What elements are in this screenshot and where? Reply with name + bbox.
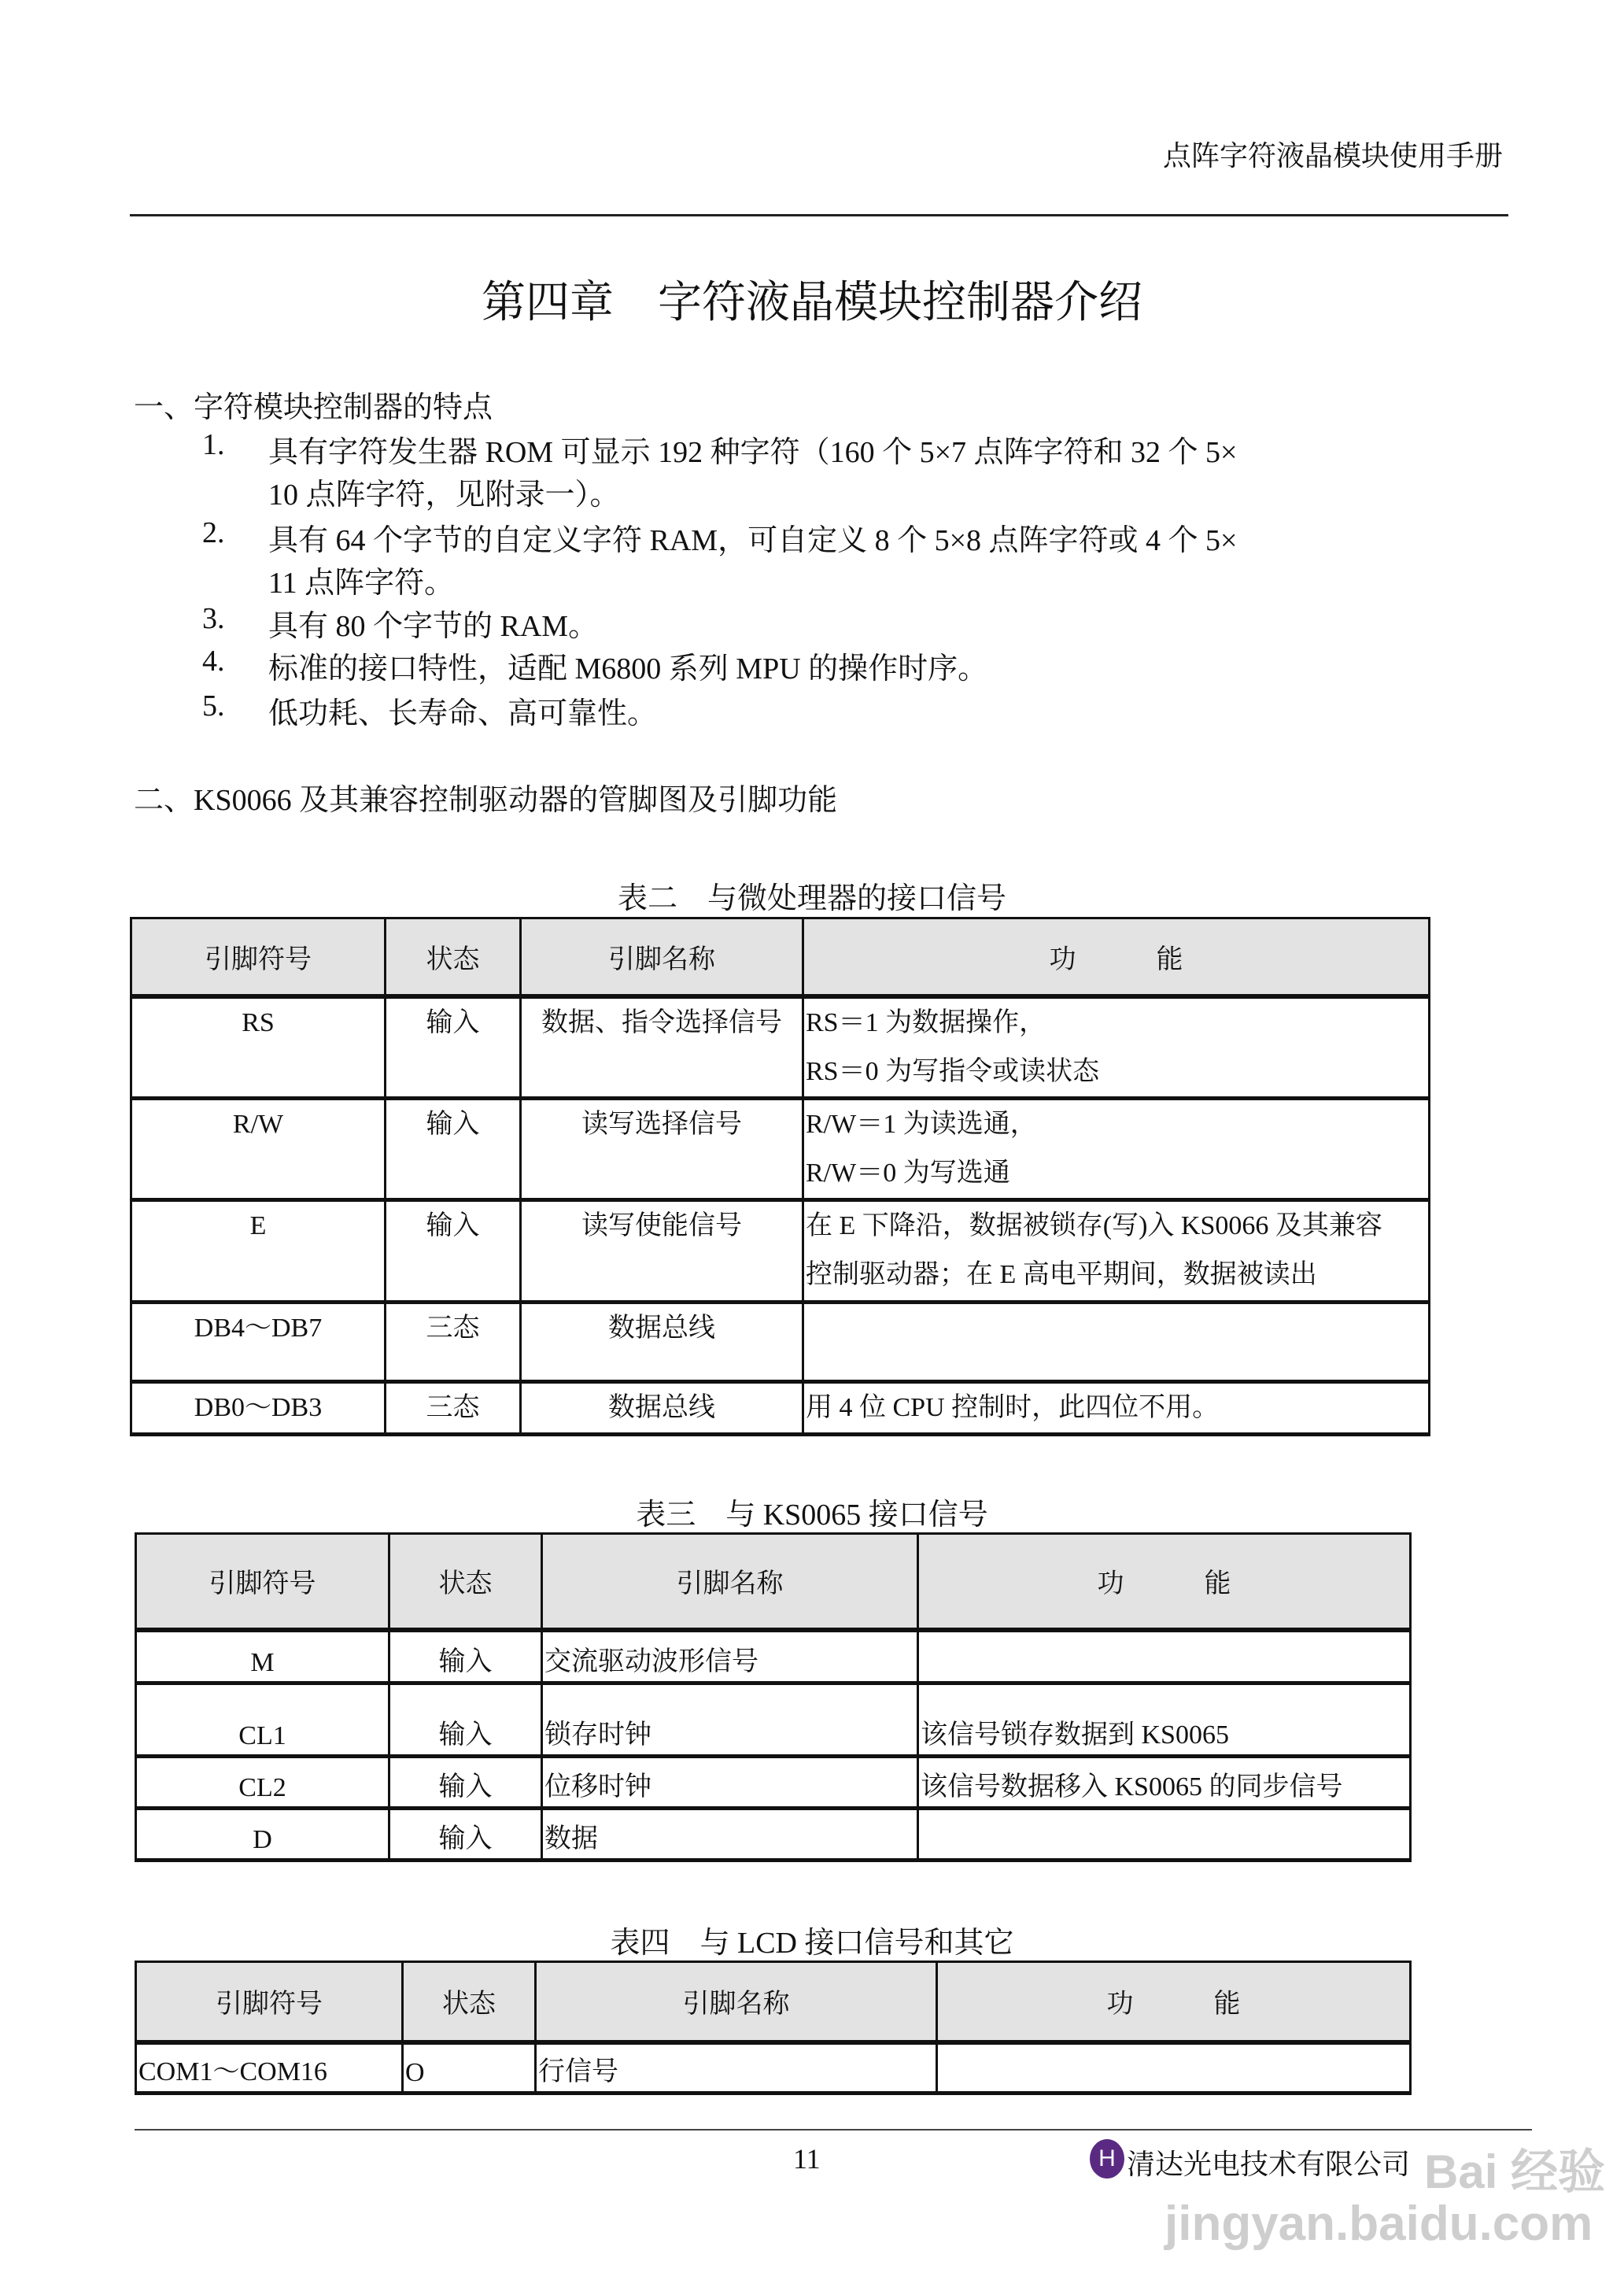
pin-function [803,1302,1430,1381]
pin-state [386,996,521,1099]
col-header-name: 引脚名称 [542,1534,918,1630]
list-item-number: 4. [202,645,225,678]
table-row [131,1302,1430,1381]
pin-state [386,1199,521,1302]
pin-name [521,1199,803,1302]
pin-symbol [131,1199,386,1302]
pin-name: 行信号 [536,2042,937,2094]
col-header-name: 引脚名称 [521,918,803,996]
pin-name: 位移时钟 [542,1757,918,1809]
pin-symbol-text: DB0～DB3 [194,1392,323,1422]
pin-symbol-text: DB4～DB7 [194,1313,323,1343]
footer-rule [135,2129,1532,2131]
pin-symbol: CL1 [136,1683,389,1757]
function-line: 用 4 位 CPU 控制时，此四位不用。 [806,1392,1220,1422]
pin-state: 输入 [389,1809,542,1861]
header-rule [130,214,1508,216]
function-line: 控制驱动器；在 E 高电平期间，数据被读出 [806,1259,1317,1289]
page-number: 11 [793,2143,821,2175]
pin-symbol-text: RS [242,1007,275,1037]
col-header-function: 功 能 [937,1962,1411,2042]
pin-symbol [131,1098,386,1199]
table-row [131,1199,1430,1302]
list-item-text: 具有 80 个字节的 RAM。 [268,610,599,643]
table3-caption: 表三 与 KS0065 接口信号 [636,1499,988,1532]
table-row [136,1630,1411,1683]
col-header-state: 状态 [403,1962,536,2042]
pin-state-text: 三态 [426,1392,480,1422]
section2-heading: 二、KS0066 及其兼容控制驱动器的管脚图及引脚功能 [134,784,838,817]
function-line: R/W＝1 为读选通， [806,1109,1037,1139]
pin-function [918,1630,1411,1683]
watermark-logo: Bai 经验 [1424,2145,1606,2198]
pin-state [386,1098,521,1199]
pin-symbol: COM1～COM16 [136,2042,403,2094]
pin-name: 数据 [542,1809,918,1861]
pin-function: 该信号锁存数据到 KS0065 [918,1683,1411,1757]
table-row [136,1757,1411,1809]
section1-heading: 一、字符模块控制器的特点 [134,391,493,424]
table-row [131,1381,1430,1434]
col-header-function: 功 能 [918,1534,1411,1630]
table-row [131,1098,1430,1199]
table-row [136,1809,1411,1861]
pin-state-text: 输入 [426,1007,480,1037]
col-header-symbol: 引脚符号 [136,1534,389,1630]
pin-state-text: 输入 [426,1109,480,1139]
table-row [136,2042,1411,2094]
col-header-symbol: 引脚符号 [131,918,386,996]
pin-name-text: 读写使能信号 [581,1210,742,1240]
function-line: 在 E 下降沿，数据被锁存(写)入 KS0066 及其兼容 [806,1210,1382,1240]
pin-function: 该信号数据移入 KS0065 的同步信号 [918,1757,1411,1809]
pin-state-text: 输入 [426,1210,480,1240]
list-item-number: 5. [202,689,225,722]
table4-caption: 表四 与 LCD 接口信号和其它 [610,1927,1014,1960]
running-header: 点阵字符液晶模块使用手册 [1162,140,1503,172]
pin-symbol [131,996,386,1099]
function-line: RS＝0 为写指令或读状态 [806,1056,1100,1086]
pin-function [803,1199,1430,1302]
pin-state [386,1381,521,1434]
company-name: 清达光电技术有限公司 [1127,2149,1411,2180]
pin-function [803,1098,1430,1199]
pin-name-text: 数据、指令选择信号 [541,1007,782,1037]
table2 [130,917,1430,1436]
list-item-number: 2. [202,516,225,549]
list-item-text: 低功耗、长寿命、高可靠性。 [268,697,658,730]
list-item-number: 1. [202,428,225,461]
pin-state-text: 三态 [426,1313,480,1343]
pin-state: 输入 [389,1683,542,1757]
table-row [136,1683,1411,1757]
pin-function [803,996,1430,1099]
pin-symbol: D [136,1809,389,1861]
function-line: R/W＝0 为写选通 [806,1158,1010,1188]
pin-state: 输入 [389,1630,542,1683]
table3 [135,1532,1412,1862]
table2-caption: 表二 与微处理器的接口信号 [617,882,1006,915]
list-item-text: 10 点阵字符，见附录一）。 [268,479,620,512]
pin-name [521,1098,803,1199]
function-line: RS＝1 为数据操作， [806,1007,1046,1037]
col-header-symbol: 引脚符号 [136,1962,403,2042]
list-item-text: 11 点阵字符。 [268,567,455,600]
pin-name [521,996,803,1099]
col-header-name: 引脚名称 [536,1962,937,2042]
pin-symbol-text: R/W [232,1109,284,1139]
pin-symbol: M [136,1630,389,1683]
pin-symbol-text: E [249,1210,267,1240]
company-logo-icon: H [1090,2139,1124,2179]
pin-name [521,1302,803,1381]
pin-name-text: 数据总线 [608,1313,715,1343]
pin-function [937,2042,1411,2094]
pin-state: O [403,2042,536,2094]
list-item-text: 具有 64 个字节的自定义字符 RAM，可自定义 8 个 5×8 点阵字符或 4 个 5× [268,524,1238,557]
chapter-title: 第四章 字符液晶模块控制器介绍 [482,279,1142,327]
pin-symbol [131,1381,386,1434]
list-item-text: 具有字符发生器 ROM 可显示 192 种字符（160 个 5×7 点阵字符和 32 个 5× [268,436,1238,469]
col-header-state: 状态 [386,918,521,996]
pin-name: 锁存时钟 [542,1683,918,1757]
list-item-text: 标准的接口特性，适配 M6800 系列 MPU 的操作时序。 [268,652,988,686]
watermark-url: jingyan.baidu.com [1164,2197,1593,2251]
col-header-function: 功 能 [803,918,1430,996]
pin-name: 交流驱动波形信号 [542,1630,918,1683]
pin-function [803,1381,1430,1434]
pin-name-text: 读写选择信号 [581,1109,742,1139]
pin-state [386,1302,521,1381]
pin-name-text: 数据总线 [608,1392,715,1422]
col-header-state: 状态 [389,1534,542,1630]
pin-symbol [131,1302,386,1381]
pin-symbol: CL2 [136,1757,389,1809]
table4 [135,1961,1412,2095]
pin-function [918,1809,1411,1861]
pin-name [521,1381,803,1434]
list-item-number: 3. [202,602,225,635]
pin-state: 输入 [389,1757,542,1809]
table-row [131,996,1430,1099]
